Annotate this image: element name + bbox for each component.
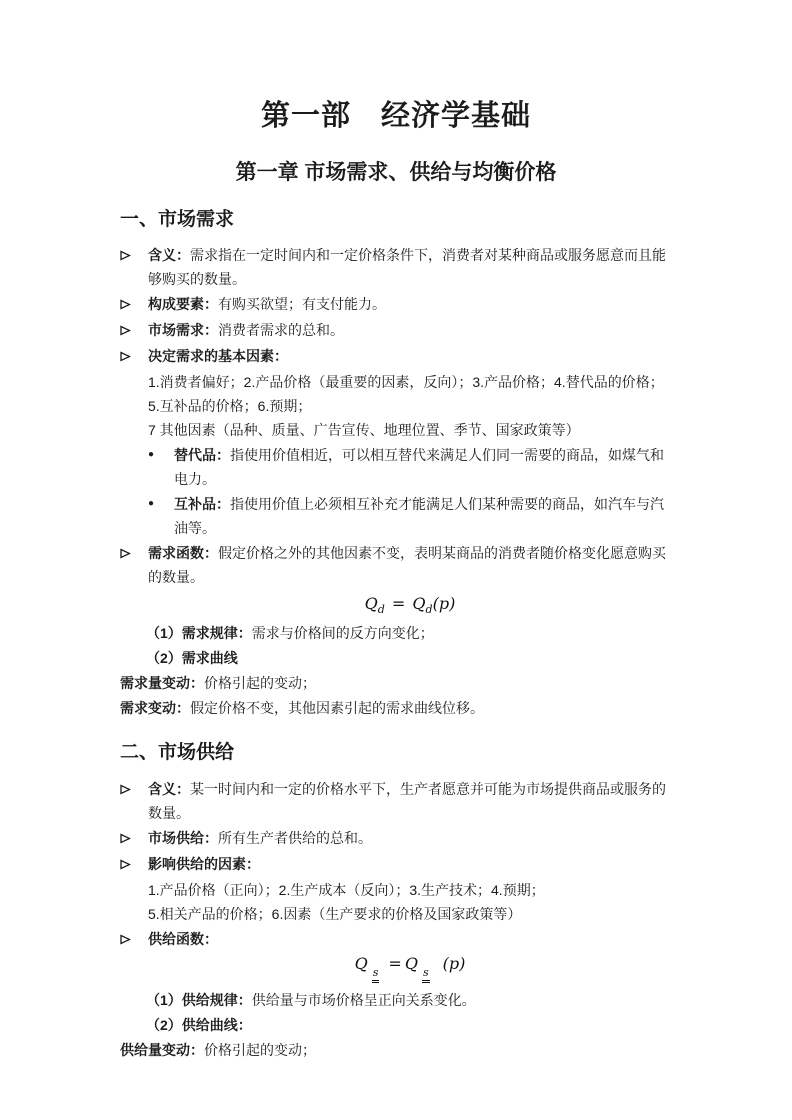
equals-sign: = [391,594,406,614]
term-text: 有购买欲望；有支付能力。 [218,296,386,313]
item-content [148,852,672,877]
supply-rule-line [146,988,672,1012]
factor-line: 5.互补品的价格；6.预期； [148,398,312,415]
term-text: 价格引起的变动； [204,1042,316,1059]
arrow-bullet-icon [120,541,148,589]
list-item-substitute [148,443,672,491]
factor-line: 1.消费者偏好；2.产品价格（最重要的因素，反向）；3.产品价格；4.替代品的价格； [148,374,664,391]
list-item-supply-factors [120,852,672,877]
formula-argument: (p) [442,954,466,974]
term-label: （2）供给曲线： [146,1017,252,1034]
arrow-bullet-icon [120,852,148,877]
term-label: 需求量变动： [120,675,204,692]
arrow-bullet-icon [120,318,148,343]
list-item-meaning [120,243,672,291]
list-item-demand-factors [120,344,672,369]
formula-symbol: Q [412,594,426,614]
demand-curve-line [146,646,672,670]
term-label: 影响供给的因素： [148,856,260,873]
item-content [174,492,672,540]
term-label: 含义： [148,781,190,798]
term-text: 假定价格不变，其他因素引起的需求曲线位移。 [190,700,484,717]
arrow-bullet-icon [120,777,148,825]
list-item-supply-function [120,927,672,952]
dot-bullet-icon: ● [148,449,155,461]
section-heading-supply: 二、市场供给 [120,742,235,764]
chapter-title: 第一章 市场需求、供给与均衡价格 [235,161,557,185]
demand-function-formula [148,594,672,616]
term-label: 含义： [148,247,190,264]
item-content [148,243,672,291]
dot-bullet-icon: ● [148,498,155,510]
formula-subscript: d [377,603,385,617]
term-label: 供给量变动： [120,1042,204,1059]
term-label: 市场供给： [148,830,218,847]
term-label: 需求变动： [120,700,190,717]
supply-function-formula [148,954,672,980]
demand-qty-change-line [120,671,672,695]
arrow-bullet-icon [120,927,148,952]
factor-line: 5.相关产品的价格；6.因素（生产要求的价格及国家政策等） [148,906,522,923]
term-text: 消费者需求的总和。 [218,322,344,339]
arrow-bullet-icon [120,826,148,851]
formula-subscript-double-underlined: s [422,967,430,983]
formula-subscript-double-underlined: s [372,967,380,983]
supply-qty-change-line [120,1038,672,1062]
item-content [174,443,672,491]
item-content [148,541,672,589]
formula-argument: (p) [432,594,456,614]
equals-sign: = [388,954,402,974]
list-item-supply-meaning [120,777,672,825]
arrow-bullet-icon [120,344,148,369]
list-item-elements [120,292,672,317]
item-content [148,826,672,851]
formula-symbol: Q [364,594,378,614]
term-label: 需求函数： [148,545,218,562]
term-text: 假定价格之外的其他因素不变，表明某商品的消费者随价格变化愿意购买的数量。 [148,545,666,586]
list-item-market-demand [120,318,672,343]
term-label: 替代品： [174,447,230,464]
term-label: 决定需求的基本因素： [148,348,288,365]
term-label: （2）需求曲线 [146,650,238,667]
term-label: 市场需求： [148,322,218,339]
item-content [148,344,672,369]
supply-curve-line [146,1013,672,1037]
arrow-bullet-icon [120,292,148,317]
term-text: 某一时间内和一定的价格水平下，生产者愿意并可能为市场提供商品或服务的数量。 [148,781,666,822]
item-content [148,927,672,952]
list-item-market-supply [120,826,672,851]
term-text: 价格引起的变动； [204,675,316,692]
item-content [148,777,672,825]
item-content [148,318,672,343]
term-text: 供给量与市场价格呈正向关系变化。 [251,992,476,1009]
demand-change-line [120,696,672,720]
factor-line: 7 其他因素（品种、质量、广告宣传、地理位置、季节、国家政策等） [148,422,580,439]
term-text: 指使用价值上必须相互补充才能满足人们某种需要的商品，如汽车与汽油等。 [174,496,664,537]
term-text: 需求与价格间的反方向变化； [251,625,434,642]
term-text: 所有生产者供给的总和。 [218,830,372,847]
term-label: 供给函数： [148,931,218,948]
arrow-bullet-icon [120,243,148,291]
list-item-demand-function [120,541,672,589]
item-content [148,292,672,317]
formula-subscript: d [425,603,433,617]
term-label: （1）需求规律： [146,625,252,642]
term-text: 指使用价值相近，可以相互替代来满足人们同一需要的商品，如煤气和电力。 [174,447,664,488]
doc-title: 第一部 经济学基础 [260,100,531,132]
formula-symbol: Q [354,954,368,974]
term-text: 需求指在一定时间内和一定价格条件下，消费者对某种商品或服务愿意而且能够购买的数量。 [148,247,666,288]
term-label: （1）供给规律： [146,992,252,1009]
formula-symbol: Q [404,954,418,974]
demand-rule-line [146,621,672,645]
term-label: 构成要素： [148,296,218,313]
section-heading-demand: 一、市场需求 [120,208,235,230]
list-item-complement [148,492,672,540]
term-label: 互补品： [174,496,230,513]
factor-line: 1.产品价格（正向）；2.生产成本（反向）；3.生产技术；4.预期； [148,882,545,899]
